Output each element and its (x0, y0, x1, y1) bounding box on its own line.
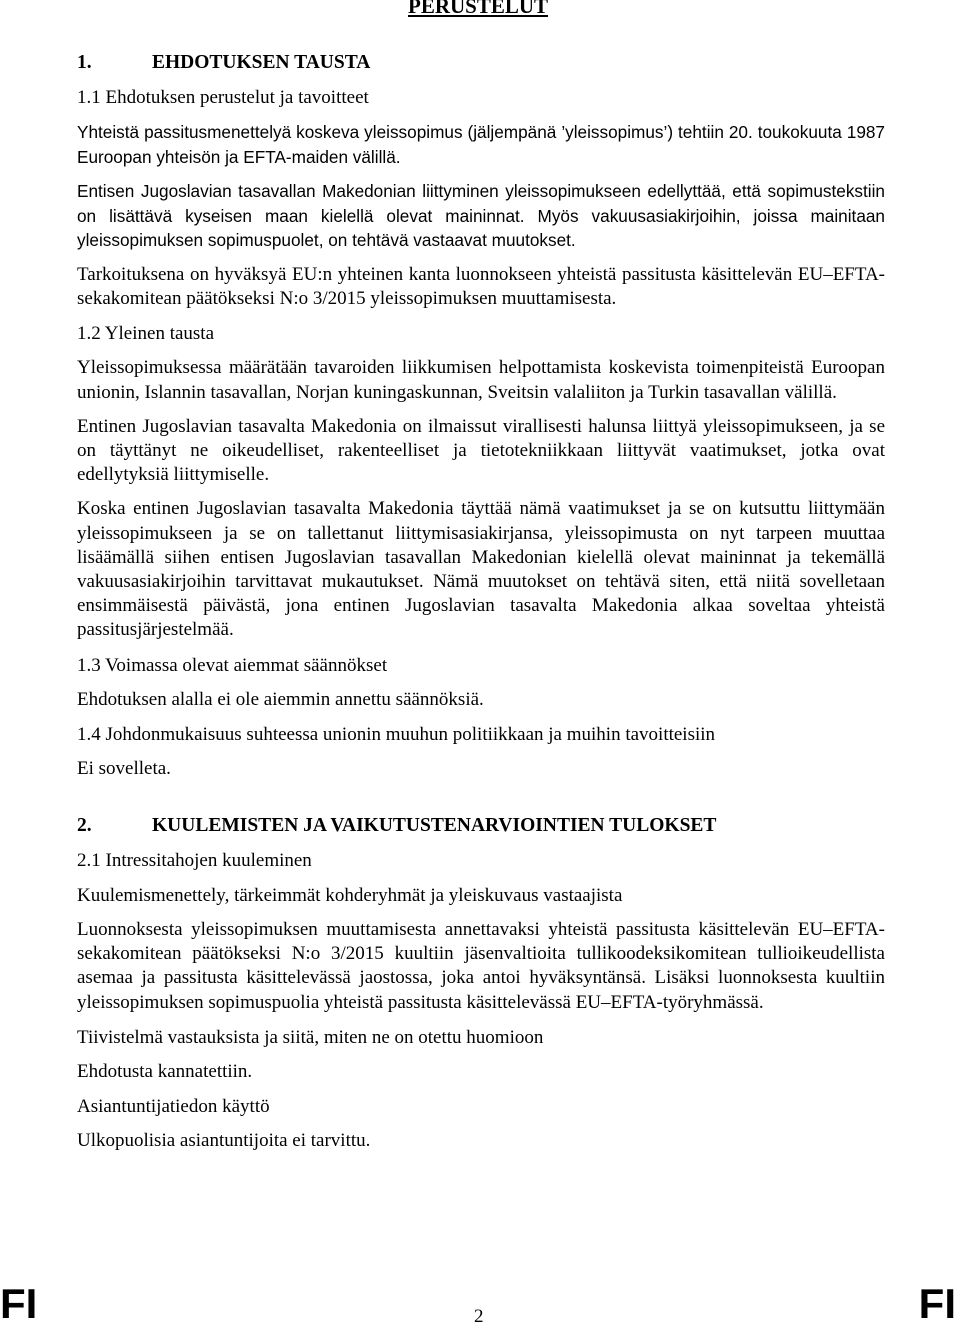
footer-language-left: FI (0, 1280, 38, 1327)
subsection-2-1-heading: 2.1 Intressitahojen kuuleminen (77, 850, 312, 872)
paragraph-2-1-b: Ehdotusta kannatettiin. (77, 1060, 253, 1082)
section-2-title: KUULEMISTEN JA VAIKUTUSTENARVIOINTIEN TULOKSET (152, 815, 717, 837)
document-body (77, 50, 885, 1163)
paragraph-1-1-b: Entisen Jugoslavian tasavallan Makedonian liittyminen yleissopimukseen edellyttää, että sopimustekstiin on lisättävä kyseisen maan kielellä olevat maininnat. Myös vakuusasiakirjoihin, joissa mainitaan yleissopimuksen sopimuspuolet, on tehtävä vastaavat muutokset. (77, 181, 885, 251)
paragraph-1-3: Ehdotuksen alalla ei ole aiemmin annettu säännöksiä. (77, 688, 484, 710)
subheading-consultation-method: Kuulemismenettely, tärkeimmät kohderyhmät ja yleiskuvaus vastaajista (77, 885, 623, 907)
section-1-number: 1. (77, 52, 92, 73)
paragraph-1-4: Ei sovelleta. (77, 757, 171, 779)
section-1-heading (77, 50, 885, 75)
paragraph-1-1-c: Tarkoituksena on hyväksyä EU:n yhteinen kanta luonnokseen yhteistä passitusta käsittelevän EU–EFTA-sekakomitean päätökseksi N:o 3/2015 yleissopimuksen muuttamisesta. (77, 263, 885, 310)
paragraph-2-1-a: Luonnoksesta yleissopimuksen muuttamisesta annettavaksi yhteistä passitusta käsittelevän EU–EFTA-sekakomitean päätökseksi N:o 3/2015 kuultiin jäsenvaltioita tullikoodeksikomitean tullioikeudellista asemaa ja passitusta käsittelevässä jaostossa, joka antoi hyväksyntänsä. Lisäksi luonnoksesta kuultiin yleissopimuksen sopimuspuolia yhteistä passitusta käsittelevässä EU–EFTA-työryhmässä. (77, 919, 885, 1013)
section-2-number: 2. (77, 815, 92, 837)
section-gap (77, 791, 885, 813)
subsection-1-1-heading: 1.1 Ehdotuksen perustelut ja tavoitteet (77, 87, 369, 108)
subheading-expertise: Asiantuntijatiedon käyttö (77, 1096, 270, 1118)
footer-language-right: FI (918, 1280, 956, 1327)
paragraph-1-2-b: Entinen Jugoslavian tasavalta Makedonia on ilmaissut virallisesti halunsa liittyä yleissopimukseen, ja se on täyttänyt ne oikeudelliset, rakenteelliset ja tietotekniikkaan liittyvät vaatimukset, jotka ovat edellytyksiä liittymiselle. (77, 415, 885, 486)
subsection-1-4-heading: 1.4 Johdonmukaisuus suhteessa unionin muuhun politiikkaan ja muihin tavoitteisiin (77, 723, 716, 745)
paragraph-2-1-c: Ulkopuolisia asiantuntijoita ei tarvittu. (77, 1130, 371, 1152)
page-section-label: PERUSTELUT (408, 0, 549, 18)
paragraph-1-2-a: Yleissopimuksessa määrätään tavaroiden liikkumisen helpottamista koskevista toimenpiteistä Euroopan unionin, Islannin tasavallan, Norjan kuningaskunnan, Sveitsin valaliiton ja Turkin tasavallan välillä. (77, 357, 885, 403)
section-1-title: EHDOTUKSEN TAUSTA (152, 52, 371, 73)
paragraph-1-1-a: Yhteistä passitusmenettelyä koskeva yleissopimus (jäljempänä ’yleissopimus’) tehtiin 20. toukokuuta 1987 Euroopan yhteisön ja EFTA-maiden välillä. (77, 122, 885, 167)
subheading-response-summary: Tiivistelmä vastauksista ja siitä, miten ne on otettu huomioon (77, 1026, 544, 1048)
subsection-1-2-heading: 1.2 Yleinen tausta (77, 323, 215, 345)
subsection-1-3-heading: 1.3 Voimassa olevat aiemmat säännökset (77, 654, 388, 676)
page-number: 2 (474, 1306, 484, 1327)
paragraph-1-2-c: Koska entinen Jugoslavian tasavalta Makedonia täyttää nämä vaatimukset ja se on kutsuttu liittymään yleissopimukseen ja se on tallettanut liittymisasiakirjansa, yleissopimusta on nyt tarpeen muuttaa lisäämällä siihen entisen Jugoslavian tasavallan Makedonian kielellä olevat maininnat ja tekemällä vakuusasiakirjoihin tarvittavat mukautukset. Nämä muutokset on tehtävä siten, että niitä sovelletaan ensimmäisestä päivästä, jona entinen Jugoslavian tasavalta Makedonia alkaa soveltaa yhteistä passitusjärjestelmää. (77, 498, 885, 641)
section-2-heading (77, 813, 885, 838)
